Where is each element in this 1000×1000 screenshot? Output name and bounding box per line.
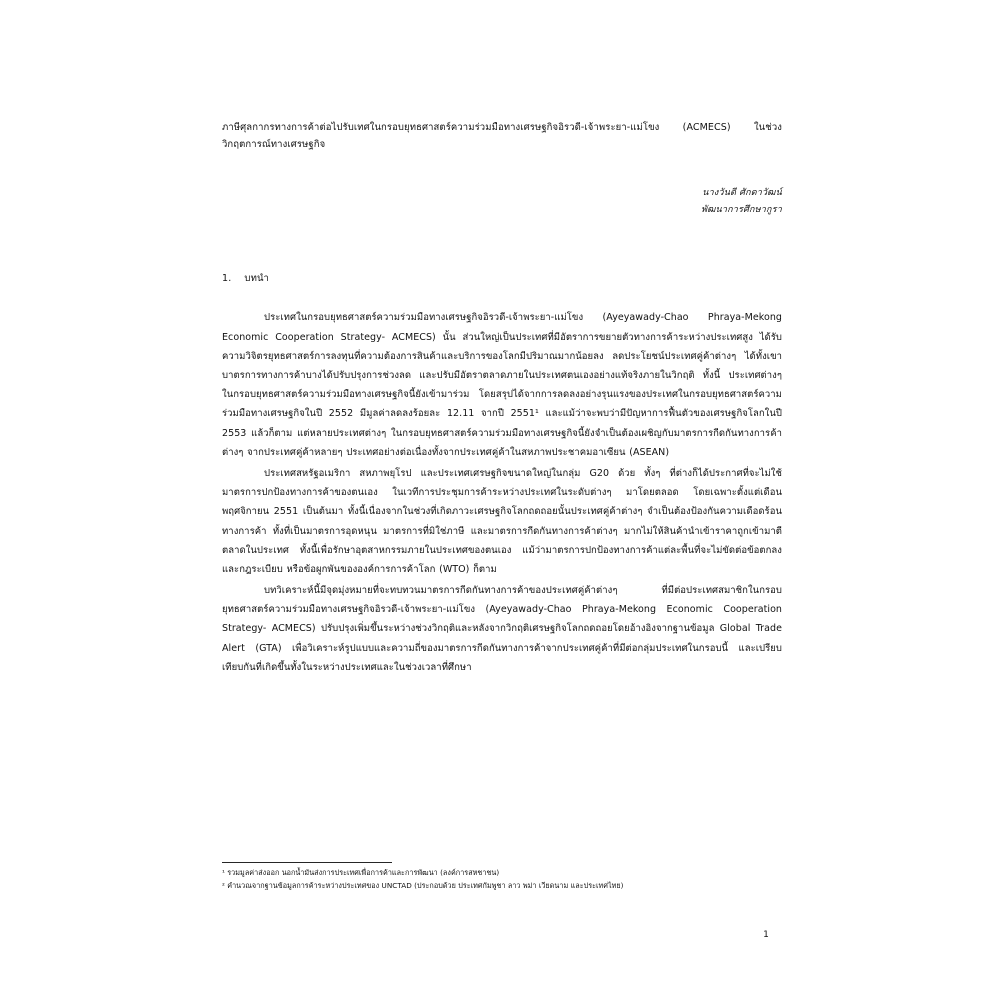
byline [222,185,782,219]
section-number: 1. [222,273,232,285]
paragraph-2: ประเทศสหรัฐอเมริกา สหภาพยุโรป และประเทศเศรษฐกิจขนาดใหญ่ในกลุ่ม G20 ด้วย ทั้งๆ ที่ต่างก็ได้ประกาศที่จะไม่ใช้มาตรการปกป้องทางการค้าของตนเอง ในเวทีการประชุมการค้าระหว่างประเทศในระดับต่างๆ มาโดยตลอด โดยเฉพาะตั้งแต่เดือนพฤศจิกายน 2551 เป็นต้นมา ทั้งนี้เนื่องจากในช่วงที่เกิดภาวะเศรษฐกิจโลกถดถอยนั้นประเทศคู่ค้าต่างๆ จำเป็นต้องป้องกันความเดือดร้อนทางการค้า ทั้งที่เป็นมาตรการอุดหนุน มาตรการที่มิใช่ภาษี และมาตรการกีดกันทางการค้าต่างๆ มากไม่ให้สินค้านำเข้าราคาถูกเข้ามาตีตลาดในประเทศ ทั้งนี้เพื่อรักษาอุตสาหกรรมภายในประเทศของตนเอง แม้ว่ามาตรการปกป้องทางการค้าแต่ละพื้นที่จะไม่ขัดต่อข้อตกลงและกฎระเบียบ หรือข้อผูกพันขององค์การการค้าโลก (WTO) ก็ตาม [222,467,782,575]
footnote-separator [222,862,392,863]
footnotes [222,866,802,893]
page-number [0,930,1000,940]
footnote-2: ² คำนวณจากฐานข้อมูลการค้าระหว่างประเทศของ UNCTAD (ประกอบด้วย ประเทศกัมพูชา ลาว พม่า เวียดนาม และประเทศไทย) [222,881,624,891]
footnote-1: ¹ รวมมูลค่าส่งออก นอกน้ำมันส่งการประเทศเพื่อการค้าและการพัฒนา (ลงค์การสหชาชน) [222,868,500,877]
byline-affiliation: พัฒนาการศึกษากูรา [701,205,782,216]
document-title-line-2: (ACMECS) ในช่วงวิกฤตการณ์ทางเศรษฐกิจ [222,122,782,150]
page-number-value: 1 [763,930,769,940]
document-title [222,120,782,153]
byline-author: นางวันดี ศักดาวัฒน์ [702,188,782,199]
document-content [222,120,782,677]
paragraph-3: บทวิเคราะห์นี้มีจุดมุ่งหมายที่จะทบทวนมาตรการกีดกันทางการค้าของประเทศคู่ค้าต่างๆ ที่มีต่อประเทศสมาชิกในกรอบยุทธศาสตร์ความร่วมมือทางเศรษฐกิจอิรวดี-เจ้าพระยา-แม่โขง (Ayeyawady-Chao Phraya-Mekong Economic Cooperation Strategy- ACMECS) ปรับปรุงเพิ่มขึ้นระหว่างช่วงวิกฤติและหลังจากวิกฤติเศรษฐกิจโลกถดถอยโดยอ้างอิงจากฐานข้อมูล Global Trade Alert (GTA) เพื่อวิเคราะห์รูปแบบและความถี่ของมาตรการกีดกันทางการค้าจากประเทศคู่ค้าที่มีต่อกลุ่มประเทศในกรอบนี้ และเปรียบเทียบกันที่เกิดขึ้นทั้งในระหว่างประเทศและในช่วงเวลาที่ศึกษา [222,585,782,673]
paragraph-1: ประเทศในกรอบยุทธศาสตร์ความร่วมมือทางเศรษฐกิจอิรวดี-เจ้าพระยา-แม่โขง (Ayeyawady-Chao Phraya-Mekong Economic Cooperation Strategy- ACMECS) นั้น ส่วนใหญ่เป็นประเทศที่มีอัตราการขยายตัวทางการค้าระหว่างประเทศสูง ได้รับความวิจิตรยุทธศาสตร์การลงทุนที่ความต้องการสินค้าและบริการของโลกมีปริมาณมากน้อยลง ลดประโยชน์ประเทศคู่ค้าต่างๆ ได้ทั้งเขาบาตรการทางการค้าบางได้ปรับปรุงการช่วงลด และปรับมีอัตราตลาดภายในประเทศตนเองอย่างแท้จริงภายในวิกฤติ ทั้งนี้ ประเทศต่างๆ ในกรอบยุทธศาสตร์ความร่วมมือทางเศรษฐกิจนี้ยังเข้ามาร่วม โดยสรุปได้จากการลดลงอย่างรุนแรงของประเทศในกรอบยุทธศาสตร์ความร่วมมือทางเศรษฐกิจในปี 2552 มีมูลค่าลดลงร้อยละ 12.11 จากปี 2551¹ และแม้ว่าจะพบว่ามีปัญหาการฟื้นตัวของเศรษฐกิจโลกในปี 2553 แล้วก็ตาม แต่หลายประเทศต่างๆ ในกรอบยุทธศาสตร์ความร่วมมือทางเศรษฐกิจนี้ยังจำเป็นต้องเผชิญกับมาตรการกีดกันทางการค้าต่างๆ จากประเทศคู่ค้าหลายๆ ประเทศอย่างต่อเนื่องทั้งจากประเทศคู่ค้าในสหภาพประชาคมอาเซียน (ASEAN) [222,312,782,458]
section-heading [222,271,782,286]
document-title-line-1: ภาษีศุลกากรทางการค้าต่อไปรับเทศในกรอบยุทธศาสตร์ความร่วมมือทางเศรษฐกิจอิรวดี-เจ้าพระยา-แม่โขง [222,122,660,133]
section-title: บทนำ [244,273,270,285]
